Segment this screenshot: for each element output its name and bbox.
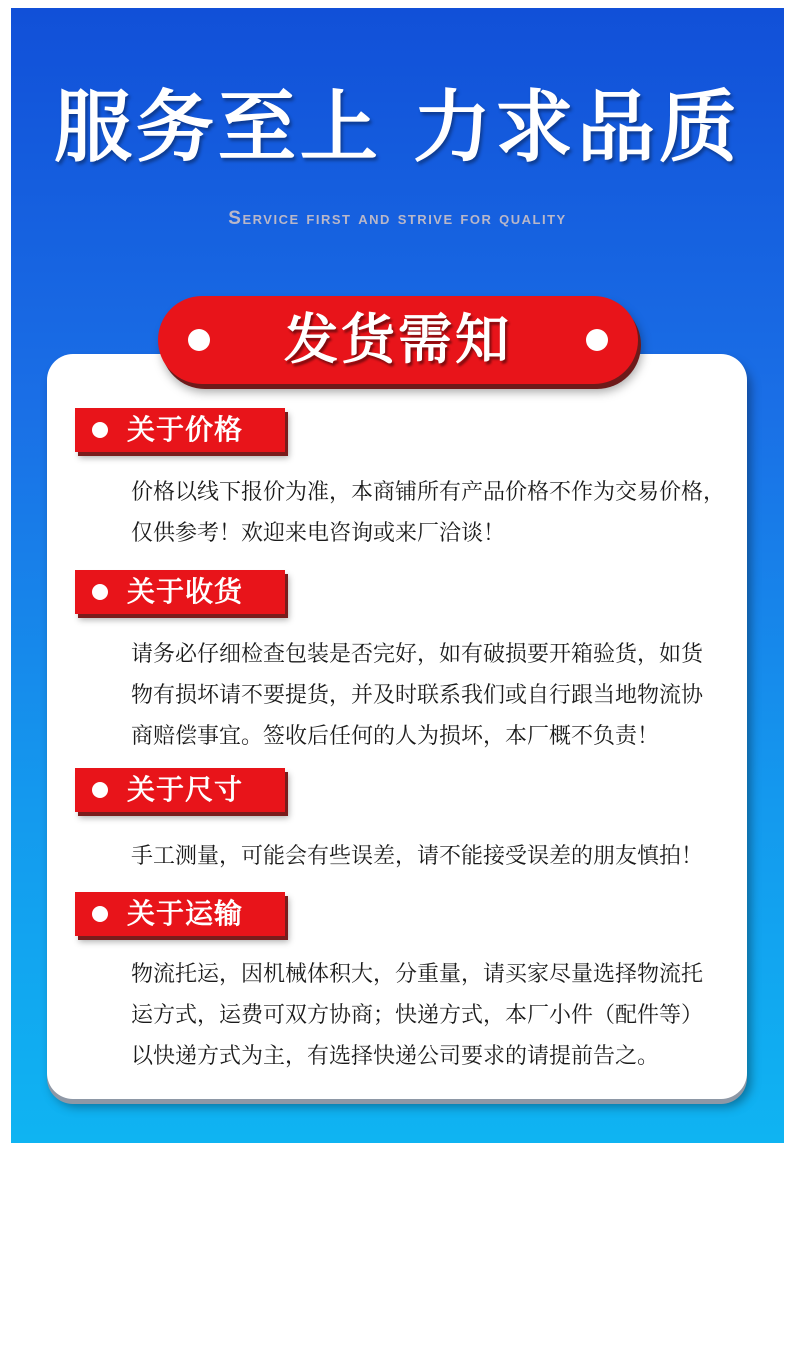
section-label-size (75, 768, 285, 812)
bullet-dot-icon (92, 906, 108, 922)
section-title: 关于价格 (127, 413, 244, 446)
section-label-receiving (75, 570, 285, 614)
bullet-dot-icon (92, 782, 108, 798)
banner (11, 8, 784, 1143)
notice-title-pill (158, 296, 638, 384)
body-line: 请务必仔细检查包装是否完好，如有破损要开箱验货，如货 (131, 642, 704, 667)
subheadline: Service first and strive for quality (228, 208, 567, 229)
body-line: 价格以线下报价为准，本商铺所有产品价格不作为交易价格， (131, 480, 726, 505)
body-line: 手工测量，可能会有些误差，请不能接受误差的朋友慎拍！ (131, 844, 704, 869)
section-title: 关于收货 (127, 575, 244, 608)
dot-icon (586, 329, 608, 351)
section-title: 关于运输 (127, 897, 244, 930)
section-body-size (131, 836, 771, 877)
body-line: 物有损坏请不要提货，并及时联系我们或自行跟当地物流协 (131, 683, 704, 708)
notice-title: 发货需知 (284, 308, 512, 371)
headline: 服务至上 力求品质 (53, 83, 742, 173)
body-line: 仅供参考！欢迎来电咨询或来厂洽谈！ (131, 521, 506, 546)
section-body-price (131, 472, 771, 554)
body-line: 商赔偿事宜。签收后任何的人为损坏，本厂概不负责！ (131, 724, 660, 749)
bullet-dot-icon (92, 584, 108, 600)
bullet-dot-icon (92, 422, 108, 438)
section-label-price (75, 408, 285, 452)
notice-card (47, 354, 747, 1099)
section-body-receiving (131, 634, 771, 757)
section-body-shipping (131, 954, 771, 1077)
body-line: 运方式，运费可双方协商；快递方式，本厂小件（配件等） (131, 1003, 704, 1028)
section-label-shipping (75, 892, 285, 936)
body-line: 物流托运，因机械体积大，分重量，请买家尽量选择物流托 (131, 962, 704, 987)
body-line: 以快递方式为主，有选择快递公司要求的请提前告之。 (131, 1044, 660, 1069)
section-title: 关于尺寸 (127, 773, 244, 806)
